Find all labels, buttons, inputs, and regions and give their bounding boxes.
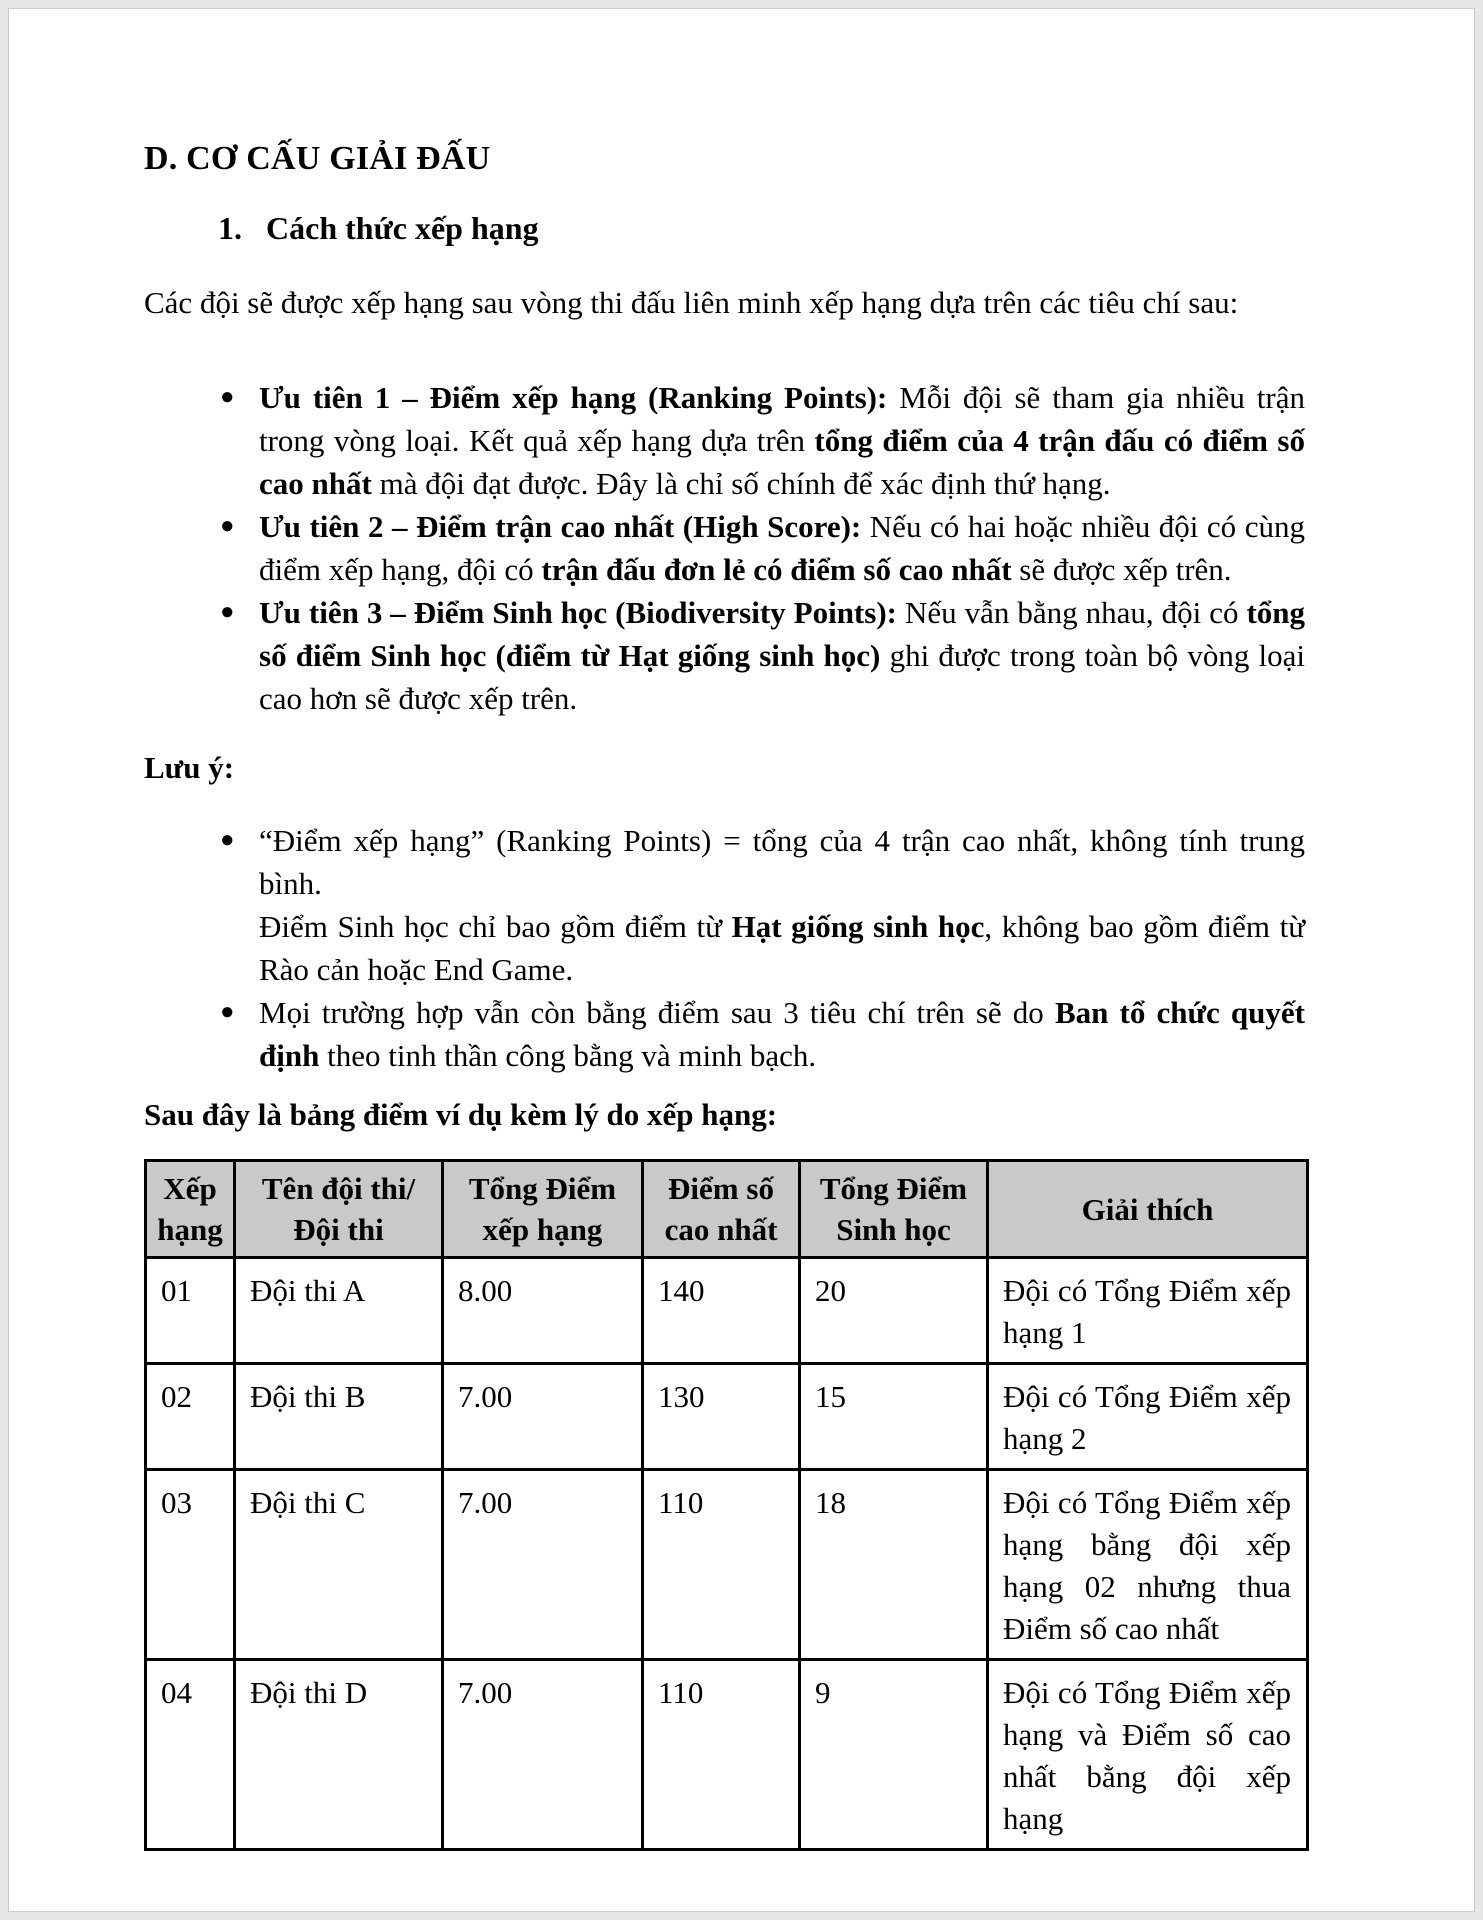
table-cell: Đội thi D: [235, 1660, 443, 1850]
table-cell: 7.00: [443, 1660, 643, 1850]
table-intro: Sau đây là bảng điểm ví dụ kèm lý do xếp hạng:: [144, 1097, 778, 1132]
table-cell: 110: [643, 1470, 800, 1660]
table-row: [146, 1258, 1308, 1364]
sub-heading-text: Cách thức xếp hạng: [266, 210, 539, 246]
criteria-item-2: ● Ưu tiên 2 – Điểm trận cao nhất (High Score): Nếu có hai hoặc nhiều đội có cùng điểm xếp hạng, đội có trận đấu đơn lẻ có điểm số cao nhất sẽ được xếp trên.: [144, 505, 1305, 591]
table-cell: 9: [800, 1660, 988, 1850]
criteria-item-1: ● Ưu tiên 1 – Điểm xếp hạng (Ranking Points): Mỗi đội sẽ tham gia nhiều trận trong vòng loại. Kết quả xếp hạng dựa trên tổng điểm của 4 trận đấu có điểm số cao nhất mà đội đạt được. Đây là chỉ số chính để xác định thứ hạng.: [144, 376, 1305, 505]
table-header-cell: Tổng Điểm xếp hạng: [443, 1161, 643, 1258]
table-cell: Đội thi B: [235, 1364, 443, 1470]
table-header-cell: Xếp hạng: [146, 1161, 235, 1258]
table-cell: 01: [146, 1258, 235, 1364]
note-list: [144, 819, 1305, 1077]
ranking-example-table: [144, 1159, 1309, 1851]
table-cell: Đội có Tổng Điểm xếp hạng bằng đội xếp hạng 02 nhưng thua Điểm số cao nhất: [988, 1470, 1308, 1660]
intro-paragraph: Các đội sẽ được xếp hạng sau vòng thi đấu liên minh xếp hạng dựa trên các tiêu chí sau:: [144, 285, 1239, 320]
section-heading: D. CƠ CẤU GIẢI ĐẤU: [144, 140, 491, 177]
table-header-cell: Tổng Điểm Sinh học: [800, 1161, 988, 1258]
sub-heading-number: 1.: [218, 210, 242, 246]
table-body: [146, 1258, 1308, 1850]
table-header-cell: Tên đội thi/Đội thi: [235, 1161, 443, 1258]
table-row: [146, 1364, 1308, 1470]
document-page: [9, 9, 1474, 1911]
table-cell: Đội thi C: [235, 1470, 443, 1660]
table-header-row: [146, 1161, 1308, 1258]
table-row: [146, 1660, 1308, 1850]
table-cell: 04: [146, 1660, 235, 1850]
note-item-1: ● “Điểm xếp hạng” (Ranking Points) = tổng của 4 trận cao nhất, không tính trung bình. Điểm Sinh học chỉ bao gồm điểm từ Hạt giống sinh học, không bao gồm điểm từ Rào cản hoặc End Game.: [144, 819, 1305, 991]
note-heading: Lưu ý:: [144, 750, 235, 785]
table-cell: Đội có Tổng Điểm xếp hạng và Điểm số cao nhất bằng đội xếp hạng: [988, 1660, 1308, 1850]
criteria-item-3: ● Ưu tiên 3 – Điểm Sinh học (Biodiversity Points): Nếu vẫn bằng nhau, đội có tổng số điểm Sinh học (điểm từ Hạt giống sinh học) ghi được trong toàn bộ vòng loại cao hơn sẽ được xếp trên.: [144, 591, 1305, 720]
table-cell: 15: [800, 1364, 988, 1470]
table-cell: 140: [643, 1258, 800, 1364]
table-cell: 03: [146, 1470, 235, 1660]
table-cell: Đội có Tổng Điểm xếp hạng 1: [988, 1258, 1308, 1364]
table-cell: 02: [146, 1364, 235, 1470]
table-cell: 8.00: [443, 1258, 643, 1364]
table-cell: 110: [643, 1660, 800, 1850]
table-cell: Đội có Tổng Điểm xếp hạng 2: [988, 1364, 1308, 1470]
table-cell: 7.00: [443, 1470, 643, 1660]
table-row: [146, 1470, 1308, 1660]
table-header-cell: Giải thích: [988, 1161, 1308, 1258]
table-header-cell: Điểm số cao nhất: [643, 1161, 800, 1258]
table-cell: 130: [643, 1364, 800, 1470]
table-cell: 7.00: [443, 1364, 643, 1470]
table-cell: 18: [800, 1470, 988, 1660]
table-cell: 20: [800, 1258, 988, 1364]
note-item-2: ● Mọi trường hợp vẫn còn bằng điểm sau 3 tiêu chí trên sẽ do Ban tổ chức quyết định theo tinh thần công bằng và minh bạch.: [144, 991, 1305, 1077]
criteria-list: [144, 376, 1305, 720]
table-cell: Đội thi A: [235, 1258, 443, 1364]
sub-heading: [144, 210, 1305, 247]
